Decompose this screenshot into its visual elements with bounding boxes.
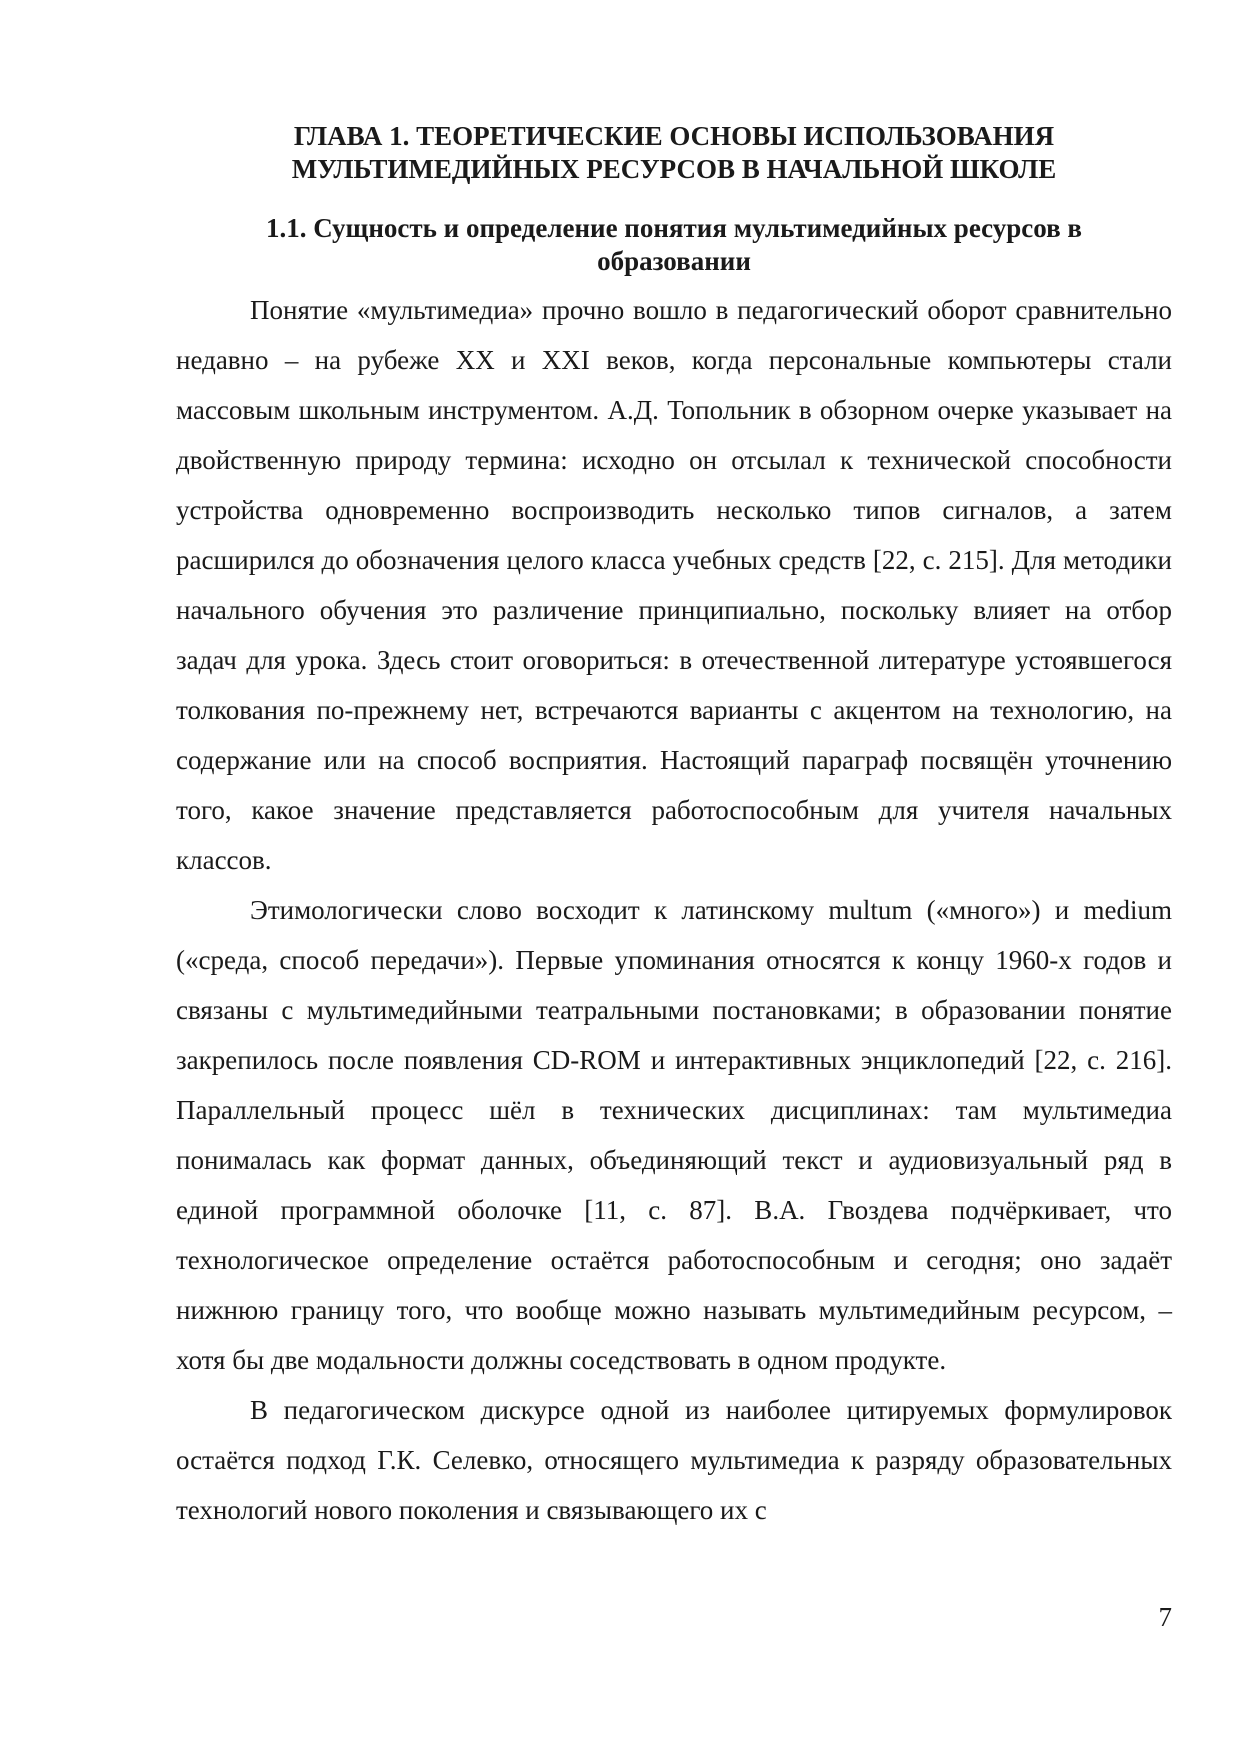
body-text: [176, 285, 1172, 1535]
paragraph-1: Понятие «мультимедиа» прочно вошло в педагогический оборот сравнительно недавно – на рубеже XX и XXI веков, когда персональные компьютеры стали массовым школьным инструментом. А.Д. Топольник в обзорном очерке указывает на двойственную природу термина: исходно он отсылал к технической способности устройства одновременно воспроизводить несколько типов сигналов, а затем расширился до обозначения целого класса учебных средств [22, с. 215]. Для методики начального обучения это различение принципиально, поскольку влияет на отбор задач для урока. Здесь стоит оговориться: в отечественной литературе устоявшегося толкования по-прежнему нет, встречаются варианты с акцентом на технологию, на содержание или на способ восприятия. Настоящий параграф посвящён уточнению того, какое значение представляется работоспособным для учителя начальных классов.: [176, 295, 1172, 875]
section-title-line-1: 1.1. Сущность и определение понятия мультимедийных ресурсов в: [265, 213, 1083, 243]
chapter-title-line-1: ГЛАВА 1. ТЕОРЕТИЧЕСКИЕ ОСНОВЫ ИСПОЛЬЗОВАНИЯ: [293, 121, 1055, 151]
section-title-line-2: образовании: [597, 246, 751, 276]
paragraph-2: Этимологически слово восходит к латинскому multum («много») и medium («среда, способ передачи»). Первые упоминания относятся к концу 1960-х годов и связаны с мультимедийными театральными постановками; в образовании понятие закрепилось после появления CD-ROM и интерактивных энциклопедий [22, с. 216]. Параллельный процесс шёл в технических дисциплинах: там мультимедиа понималась как формат данных, объединяющий текст и аудиовизуальный ряд в единой программной оболочке [11, с. 87]. В.А. Гвоздева подчёркивает, что технологическое определение остаётся работоспособным и сегодня; оно задаёт нижнюю границу того, что вообще можно называть мультимедийным ресурсом, – хотя бы две модальности должны соседствовать в одном продукте.: [176, 895, 1172, 1375]
section-title: [176, 212, 1172, 278]
paragraph-3: В педагогическом дискурсе одной из наиболее цитируемых формулировок остаётся подход Г.К. Селевко, относящего мультимедиа к разряду образовательных технологий нового поколения и связывающего их с: [176, 1395, 1172, 1525]
chapter-title: [176, 120, 1172, 186]
chapter-title-line-2: МУЛЬТИМЕДИЙНЫХ РЕСУРСОВ В НАЧАЛЬНОЙ ШКОЛЕ: [291, 154, 1057, 184]
page-number: 7: [1158, 1602, 1172, 1632]
